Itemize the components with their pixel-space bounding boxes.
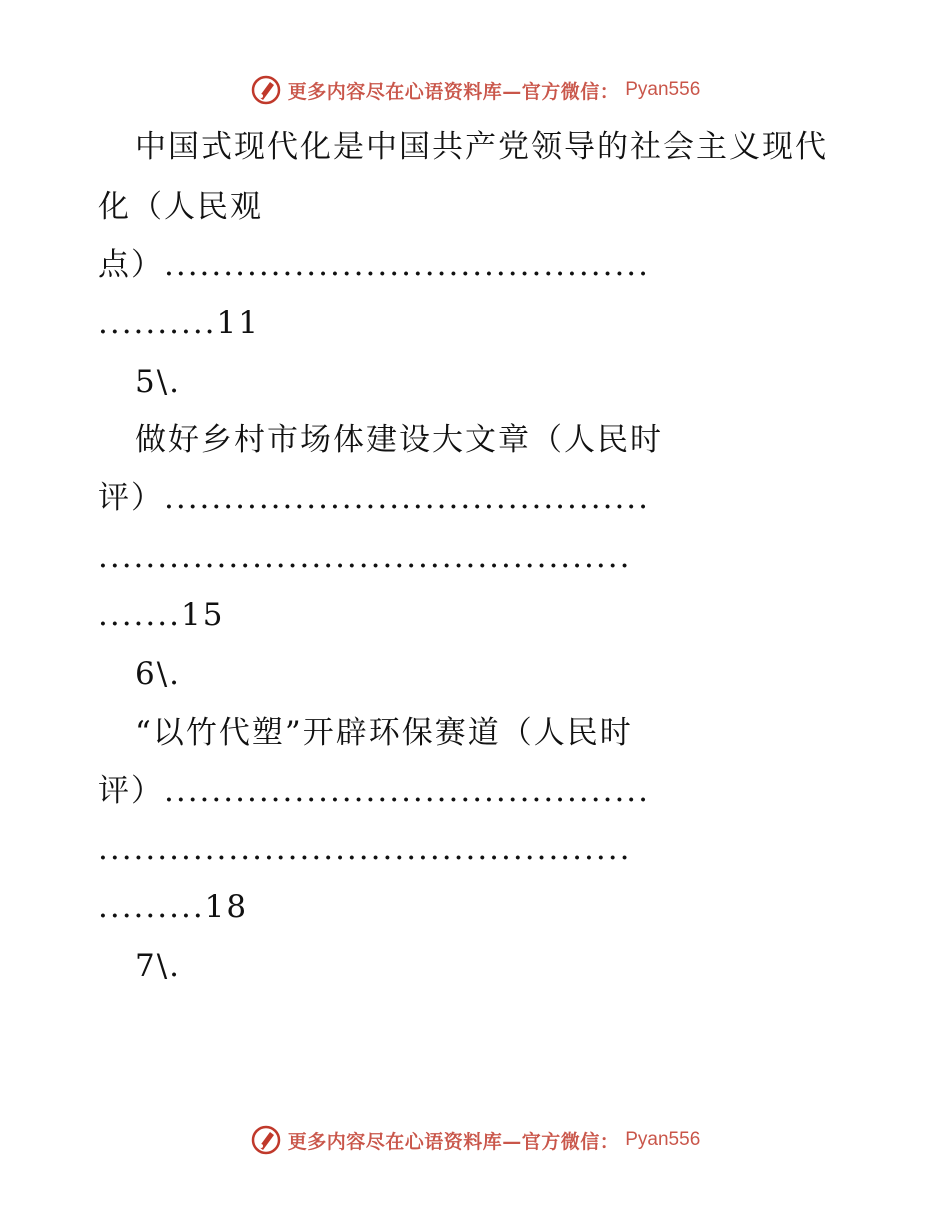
toc-entry-5-number: 5\.: [135, 364, 182, 400]
toc-entry-4-line-3: 点）.........................................: [98, 247, 651, 283]
banner-account: Pyan556: [625, 1129, 701, 1150]
footer-banner: [0, 1120, 950, 1160]
pen-logo-icon: [250, 1124, 282, 1156]
toc-entry-5-line-1: 做好乡村市场体建设大文章（人民时: [135, 422, 663, 458]
toc-entry-5-line-2: 评）.........................................: [98, 480, 651, 516]
toc-entry-7-number: 7\.: [135, 948, 182, 984]
pen-logo-icon: [250, 74, 282, 106]
toc-entry-6-line-3: .............................................: [98, 831, 632, 867]
banner-text: 更多内容尽在心语资料库—官方微信：: [287, 1130, 620, 1153]
banner-account: Pyan556: [625, 79, 701, 100]
banner-text: 更多内容尽在心语资料库—官方微信：: [287, 80, 620, 103]
toc-entry-5-page: .......15: [98, 597, 225, 633]
toc-entry-6-line-2: 评）.........................................: [98, 773, 651, 809]
toc-entry-4-line-1: 中国式现代化是中国共产党领导的社会主义现代: [135, 129, 828, 165]
toc-entry-6-number: 6\.: [135, 656, 182, 692]
toc-entry-6-page: .........18: [98, 889, 249, 925]
toc-entry-5-line-3: .............................................: [98, 539, 632, 575]
toc-entry-4-line-2: 化（人民观: [98, 189, 263, 225]
toc-entry-4-page: ..........11: [98, 305, 260, 341]
toc-entry-6-line-1: “以竹代塑”开辟环保赛道（人民时: [135, 715, 633, 751]
header-banner: [0, 70, 950, 110]
